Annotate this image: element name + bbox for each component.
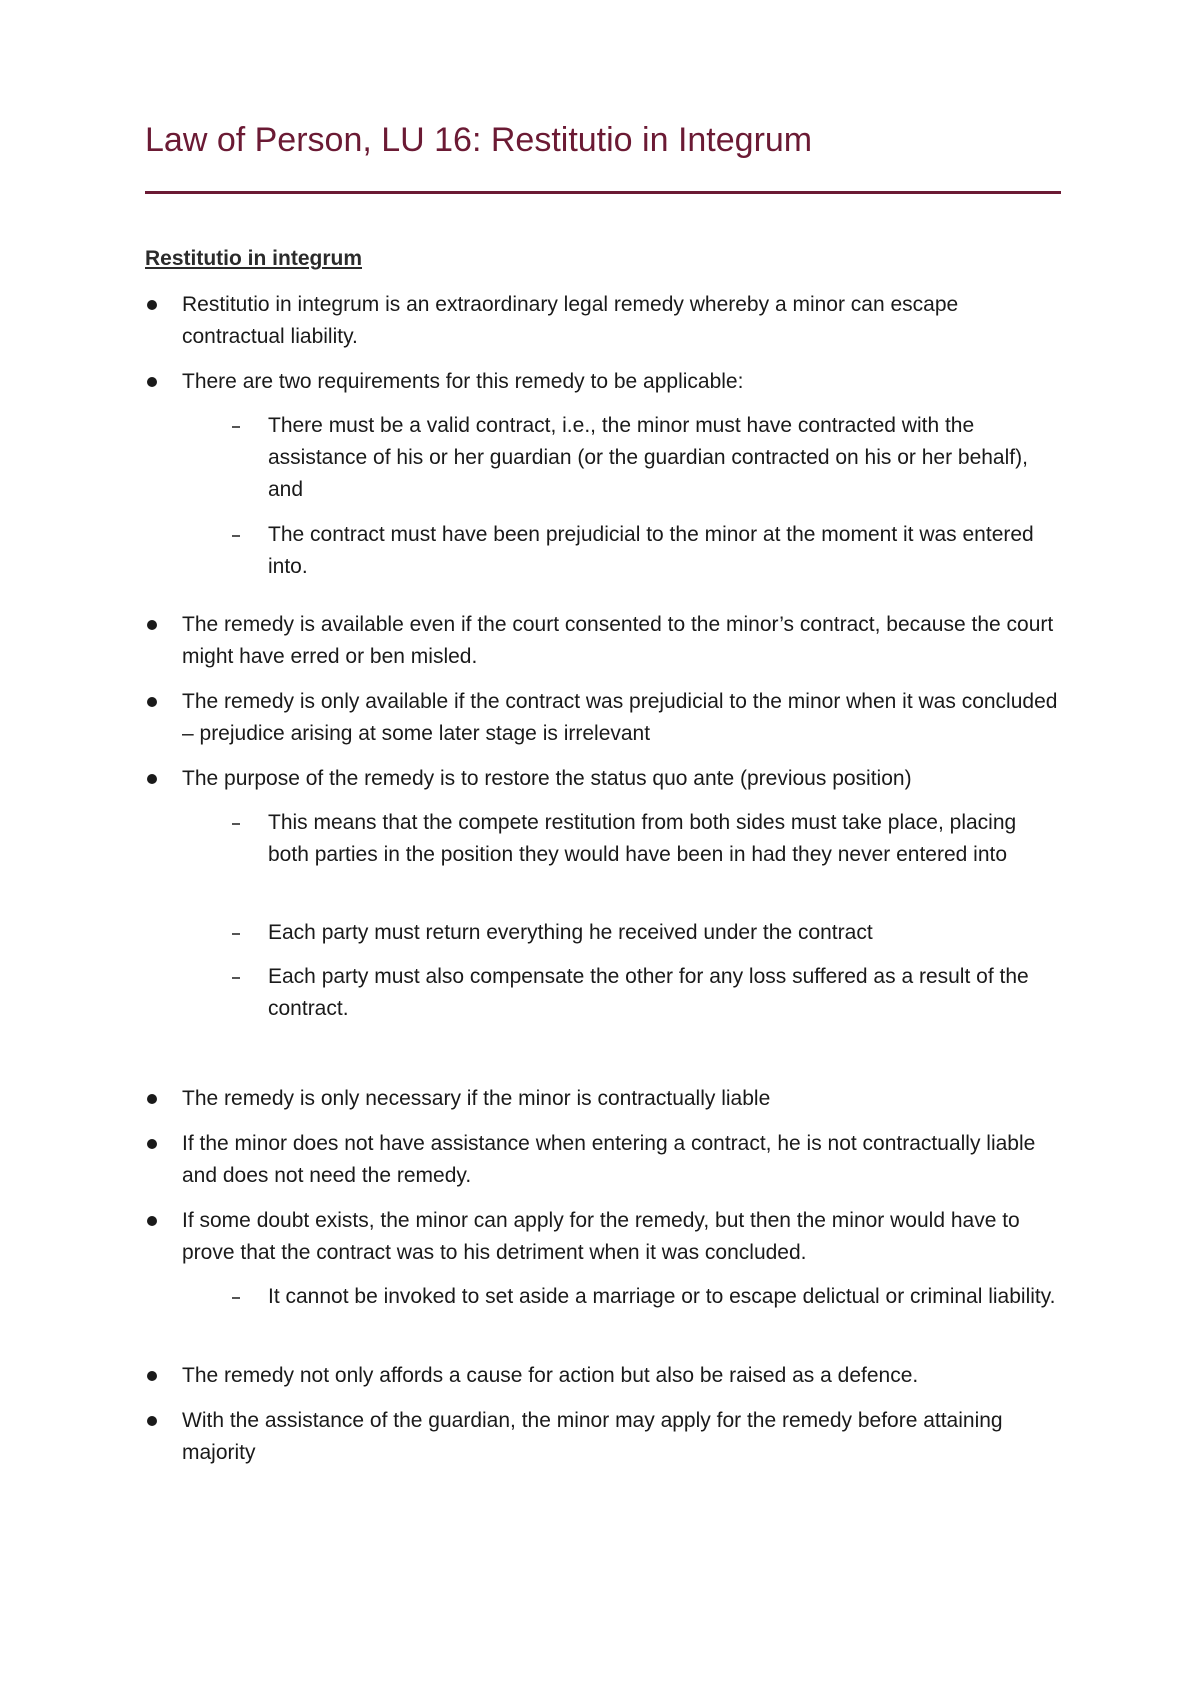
- dash-icon: [232, 933, 240, 935]
- list-item-text: The remedy not only affords a cause for action but also be raised as a defence.: [182, 1364, 919, 1387]
- bullet-icon: [147, 774, 157, 784]
- bullet-icon: [147, 620, 157, 630]
- bullet-icon: [147, 377, 157, 387]
- list-item-text: There are two requirements for this remedy to be applicable:: [182, 370, 744, 393]
- bullet-icon: [147, 1094, 157, 1104]
- title-divider: [145, 191, 1061, 194]
- section-heading: Restitutio in integrum: [145, 247, 362, 270]
- bullet-icon: [147, 697, 157, 707]
- list-item-text: With the assistance of the guardian, the minor may apply for the remedy before attaining majority: [182, 1409, 1003, 1464]
- list-item-text: The remedy is available even if the court consented to the minor’s contract, because the court might have erred or ben misled.: [182, 613, 1054, 668]
- bullet-icon: [147, 1216, 157, 1226]
- dash-icon: [232, 823, 240, 825]
- bullet-icon: [147, 300, 157, 310]
- bullet-icon: [147, 1416, 157, 1426]
- bullet-icon: [147, 1371, 157, 1381]
- sub-list-item-text: There must be a valid contract, i.e., the minor must have contracted with the assistance of his or her guardian (or the guardian contracted on his or her behalf), and: [268, 414, 1028, 501]
- sub-list-item-text: The contract must have been prejudicial to the minor at the moment it was entered into.: [268, 523, 1034, 578]
- dash-icon: [232, 535, 240, 537]
- list-item-text: If the minor does not have assistance when entering a contract, he is not contractually liable and does not need the remedy.: [182, 1132, 1036, 1187]
- list-item-text: The purpose of the remedy is to restore the status quo ante (previous position): [182, 767, 912, 790]
- sub-list-item-text: This means that the compete restitution from both sides must take place, placing both parties in the position they would have been in had they never entered into: [268, 811, 1017, 866]
- dash-icon: [232, 426, 240, 428]
- list-item-text: The remedy is only available if the contract was prejudicial to the minor when it was concluded – prejudice arising at some later stage is irrelevant: [182, 690, 1058, 745]
- bullet-icon: [147, 1139, 157, 1149]
- document-title: Law of Person, LU 16: Restitutio in Integrum: [145, 121, 813, 159]
- dash-icon: [232, 1297, 240, 1299]
- list-item-text: Restitutio in integrum is an extraordinary legal remedy whereby a minor can escape contractual liability.: [182, 293, 959, 348]
- sub-list-item-text: Each party must also compensate the other for any loss suffered as a result of the contract.: [268, 965, 1029, 1020]
- sub-list-item-text: Each party must return everything he received under the contract: [268, 921, 873, 944]
- list-item-text: If some doubt exists, the minor can apply for the remedy, but then the minor would have to prove that the contract was to his detriment when it was concluded.: [182, 1209, 1020, 1264]
- dash-icon: [232, 977, 240, 979]
- sub-list-item-text: It cannot be invoked to set aside a marriage or to escape delictual or criminal liability.: [268, 1285, 1056, 1308]
- list-item-text: The remedy is only necessary if the minor is contractually liable: [182, 1087, 771, 1110]
